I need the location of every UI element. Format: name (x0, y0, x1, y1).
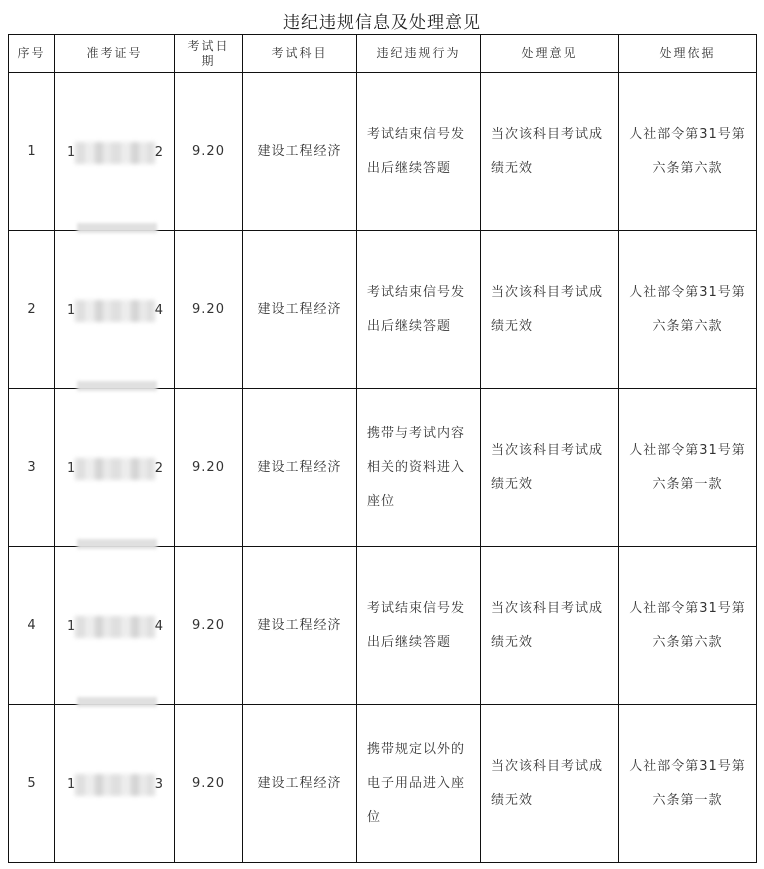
opinion-text: 当次该科目考试成绩无效 (491, 600, 604, 650)
violation-text: 考试结束信号发出后继续答题 (367, 284, 466, 334)
subject-text: 建设工程经济 (257, 143, 342, 159)
cell-opinion (481, 389, 619, 547)
cell-date: 9.20 (175, 389, 243, 547)
cell-basis (619, 705, 757, 863)
cell-exam-id (55, 231, 175, 389)
subject-text: 建设工程经济 (257, 617, 342, 633)
header-exam-date: 考试日期 (175, 35, 243, 73)
opinion-text: 当次该科目考试成绩无效 (491, 758, 604, 808)
header-opinion: 处理意见 (481, 35, 619, 73)
header-exam-id: 准考证号 (55, 35, 175, 73)
basis-text: 人社部令第31号第六条第一款 (629, 758, 746, 808)
table-row (9, 73, 757, 231)
opinion-text: 当次该科目考试成绩无效 (491, 126, 604, 176)
redacted-id-blur (75, 616, 155, 638)
exam-id-last-digit: 4 (154, 619, 163, 634)
header-violation: 违纪违规行为 (357, 35, 481, 73)
redacted-id-blur (75, 458, 155, 480)
cell-violation (357, 73, 481, 231)
cell-violation (357, 231, 481, 389)
opinion-text: 当次该科目考试成绩无效 (491, 284, 604, 334)
table-row (9, 389, 757, 547)
cell-basis (619, 73, 757, 231)
exam-id-last-digit: 4 (154, 303, 163, 318)
cell-seq: 2 (9, 231, 55, 389)
table-row (9, 705, 757, 863)
cell-seq: 3 (9, 389, 55, 547)
cell-date: 9.20 (175, 231, 243, 389)
violation-text: 考试结束信号发出后继续答题 (367, 126, 466, 176)
cell-violation (357, 389, 481, 547)
cell-opinion (481, 547, 619, 705)
basis-text: 人社部令第31号第六条第六款 (629, 600, 746, 650)
cell-basis (619, 389, 757, 547)
exam-id-first-digit: 1 (67, 145, 76, 160)
redacted-id-blur (75, 142, 155, 164)
exam-id-last-digit: 2 (154, 145, 163, 160)
cell-basis (619, 231, 757, 389)
header-row (9, 35, 757, 73)
cell-exam-id (55, 73, 175, 231)
cell-violation (357, 547, 481, 705)
page-title: 违纪违规信息及处理意见 (283, 13, 481, 33)
cell-date: 9.20 (175, 705, 243, 863)
cell-subject (243, 547, 357, 705)
exam-id-last-digit: 2 (154, 461, 163, 476)
cell-seq: 4 (9, 547, 55, 705)
cell-violation (357, 705, 481, 863)
exam-id-first-digit: 1 (67, 303, 76, 318)
redacted-id-blur (75, 300, 155, 322)
cell-subject (243, 231, 357, 389)
cell-opinion (481, 231, 619, 389)
violation-text: 考试结束信号发出后继续答题 (367, 600, 466, 650)
basis-text: 人社部令第31号第六条第六款 (629, 284, 746, 334)
table-row (9, 547, 757, 705)
cell-seq: 5 (9, 705, 55, 863)
exam-id-first-digit: 1 (67, 619, 76, 634)
header-basis: 处理依据 (619, 35, 757, 73)
cell-exam-id (55, 547, 175, 705)
cell-seq: 1 (9, 73, 55, 231)
cell-date: 9.20 (175, 73, 243, 231)
table-row (9, 231, 757, 389)
violation-table (8, 34, 757, 863)
header-subject: 考试科目 (243, 35, 357, 73)
violation-text: 携带与考试内容相关的资料进入座位 (367, 425, 466, 509)
cell-date: 9.20 (175, 547, 243, 705)
redacted-id-blur (75, 774, 155, 796)
cell-subject (243, 73, 357, 231)
exam-id-last-digit: 3 (154, 777, 163, 792)
subject-text: 建设工程经济 (257, 459, 342, 475)
header-seq: 序号 (9, 35, 55, 73)
subject-text: 建设工程经济 (257, 775, 342, 791)
cell-exam-id (55, 389, 175, 547)
cell-opinion (481, 705, 619, 863)
exam-id-first-digit: 1 (67, 777, 76, 792)
cell-opinion (481, 73, 619, 231)
violation-text: 携带规定以外的电子用品进入座位 (367, 741, 466, 825)
opinion-text: 当次该科目考试成绩无效 (491, 442, 604, 492)
cell-basis (619, 547, 757, 705)
cell-exam-id (55, 705, 175, 863)
subject-text: 建设工程经济 (257, 301, 342, 317)
cell-subject (243, 705, 357, 863)
cell-subject (243, 389, 357, 547)
exam-id-first-digit: 1 (67, 461, 76, 476)
basis-text: 人社部令第31号第六条第六款 (629, 126, 746, 176)
basis-text: 人社部令第31号第六条第一款 (629, 442, 746, 492)
